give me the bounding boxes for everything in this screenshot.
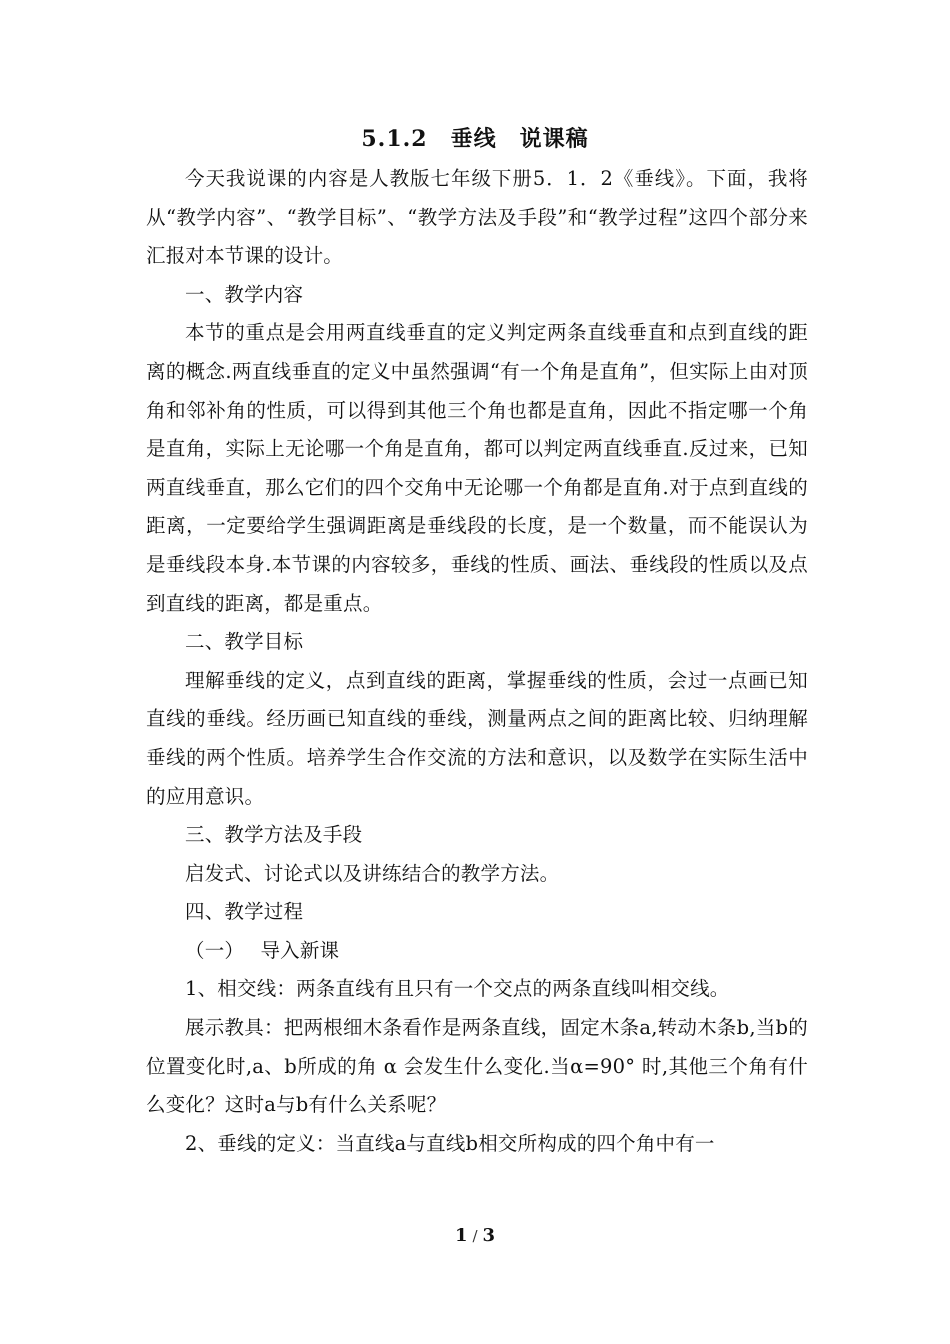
teaching-content-paragraph: 本节的重点是会用两直线垂直的定义判定两条直线垂直和点到直线的距离的概念.两直线垂直的定义中虽然强调“有一个角是直角”，但实际上由对顶角和邻补角的性质，可以得到其他三个角也都是直角，因此不指定哪一个角是直角，实际上无论哪一个角是直角，都可以判定两直线垂直.反过来，已知两直线垂直，那么它们的四个交角中无论哪一个角都是直角.对于点到直线的距离，一定要给学生强调距离是垂线段的长度，是一个数量，而不能误认为是垂线段本身.本节课的内容较多，垂线的性质、画法、垂线段的性质以及点到直线的距离，都是重点。 <box>146 321 808 615</box>
teaching-methods-paragraph: 启发式、讨论式以及讲练结合的教学方法。 <box>185 861 560 885</box>
page-separator: / <box>472 1227 478 1245</box>
section-heading-teaching-process: 四、教学过程 <box>185 900 304 924</box>
subsection-heading-intro: （一） 导入新课 <box>185 938 340 962</box>
document-body <box>146 160 808 1163</box>
section-heading-teaching-content: 一、教学内容 <box>185 282 304 306</box>
teaching-goals-paragraph: 理解垂线的定义，点到直线的距离，掌握垂线的性质，会过一点画已知直线的垂线。经历画已知直线的垂线，测量两点之间的距离比较、归纳理解垂线的两个性质。培养学生合作交流的方法和意识，以及数学在实际生活中的应用意识。 <box>146 668 808 808</box>
teaching-aid-paragraph: 展示教具：把两根细木条看作是两条直线，固定木条a,转动木条b,当b的位置变化时,a、b所成的角 α 会发生什么变化.当α=90° 时,其他三个角有什么变化？这时a与b有什么关系呢？ <box>146 1016 808 1117</box>
section-heading-teaching-methods: 三、教学方法及手段 <box>185 823 363 847</box>
page-number <box>0 1222 950 1250</box>
current-page-number: 1 <box>454 1225 468 1246</box>
section-heading-teaching-goals: 二、教学目标 <box>185 630 304 654</box>
intro-paragraph: 今天我说课的内容是人教版七年级下册5．1．2《垂线》。下面，我将从“教学内容”、“教学目标”、“教学方法及手段”和“教学过程”这四个部分来汇报对本节课的设计。 <box>146 167 808 268</box>
perpendicular-definition-paragraph: 2、垂线的定义：当直线a与直线b相交所构成的四个角中有一 <box>185 1131 715 1155</box>
intersecting-lines-paragraph: 1、相交线：两条直线有且只有一个交点的两条直线叫相交线。 <box>185 977 730 1001</box>
document-title: 5.1.2 垂线 说课稿 <box>361 126 589 152</box>
total-pages-number: 3 <box>482 1225 496 1246</box>
